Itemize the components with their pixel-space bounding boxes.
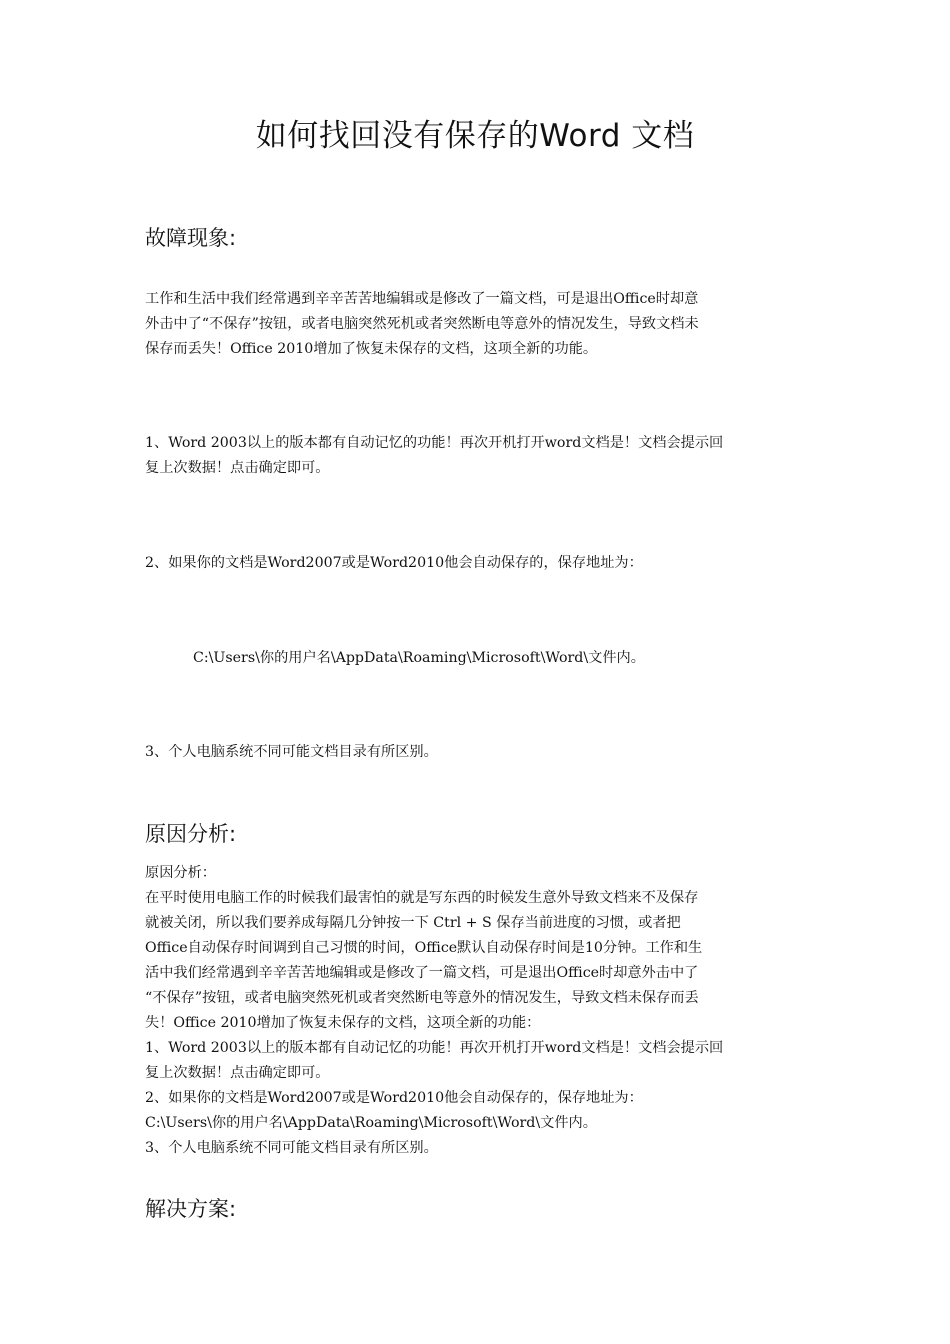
section-heading-solution: 解决方案: [145,1197,237,1221]
text-line: 原因分析： [145,865,216,881]
text-line: 3、个人电脑系统不同可能文档目录有所区别。 [145,744,438,760]
symptom-intro-paragraph [145,287,813,362]
text-line: “不保存”按钮，或者电脑突然死机或者突然断电等意外的情况发生，导致文档未保存而丢 [145,990,699,1006]
text-line: 1、Word 2003以上的版本都有自动记忆的功能！再次开机打开word文档是！文档会提示回 [145,435,724,451]
text-line: 1、Word 2003以上的版本都有自动记忆的功能！再次开机打开word文档是！文档会提示回 [145,1040,724,1056]
text-line: 活中我们经常遇到辛辛苦苦地编辑或是修改了一篇文档，可是退出Office时却意外击中了 [145,965,699,981]
text-line: 2、如果你的文档是Word2007或是Word2010他会自动保存的，保存地址为： [145,555,643,571]
text-line: 在平时使用电脑工作的时候我们最害怕的就是写东西的时候发生意外导致文档来不及保存 [145,890,699,906]
symptom-item-2 [145,551,813,576]
text-line: 3、个人电脑系统不同可能文档目录有所区别。 [145,1140,438,1156]
text-line: 失！Office 2010增加了恢复未保存的文档，这项全新的功能： [145,1015,541,1031]
text-line: C:\Users\你的用户名\AppData\Roaming\Microsoft\Word\文件内。 [193,650,645,666]
text-line: 外击中了“不保存”按钮，或者电脑突然死机或者突然断电等意外的情况发生，导致文档未 [145,316,699,332]
text-line: Office自动保存时间调到自己习惯的时间，Office默认自动保存时间是10分钟。工作和生 [145,940,703,956]
document-title: 如何找回没有保存的Word 文档 [255,118,695,154]
text-line: 就被关闭，所以我们要养成每隔几分钟按一下 Ctrl + S 保存当前进度的习惯，或者把 [145,915,681,931]
section-heading-cause: 原因分析: [145,822,237,846]
text-line: 保存而丢失！Office 2010增加了恢复未保存的文档，这项全新的功能。 [145,341,598,357]
text-line: 2、如果你的文档是Word2007或是Word2010他会自动保存的，保存地址为： [145,1090,643,1106]
text-line: 工作和生活中我们经常遇到辛辛苦苦地编辑或是修改了一篇文档，可是退出Office时却意 [145,291,699,307]
text-line: 复上次数据！点击确定即可。 [145,1065,330,1081]
text-line: 复上次数据！点击确定即可。 [145,460,330,476]
save-path-line [193,646,861,671]
symptom-item-3 [145,740,813,765]
cause-paragraph [145,861,813,1161]
symptom-item-1 [145,431,813,481]
text-line: C:\Users\你的用户名\AppData\Roaming\Microsoft\Word\文件内。 [145,1115,597,1131]
section-heading-symptom: 故障现象: [145,226,237,250]
